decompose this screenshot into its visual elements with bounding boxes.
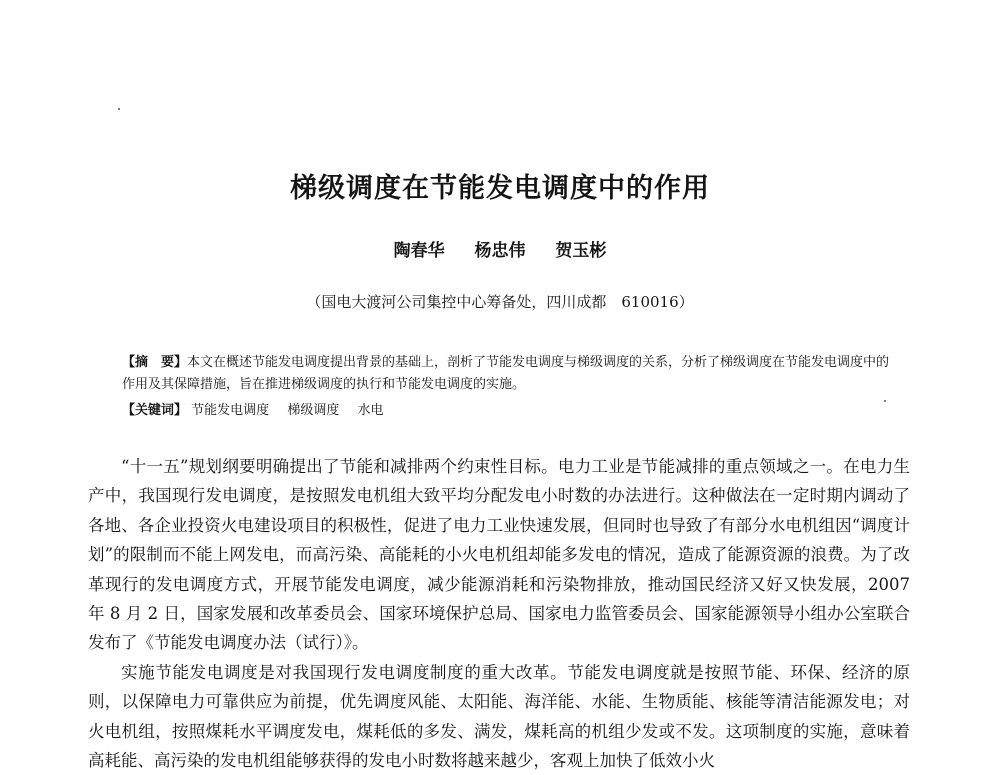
body-paragraph: “十一五”规划纲要明确提出了节能和减排两个约束性目标。电力工业是节能减排的重点领域之一。在电力生产中，我国现行发电调度，是按照发电机组大致平均分配发电小时数的办法进行。这种做法在一定时期内调动了各地、各企业投资火电建设项目的积极性，促进了电力工业快速发展，但同时也导致了有部分水电机组因“调度计划”的限制而不能上网发电，而高污染、高能耗的小火电机组却能多发电的情况，造成了能源资源的浪费。为了改革现行的发电调度方式，开展节能发电调度，减少能源消耗和污染物排放，推动国民经济又好又快发展，2007 年 8 月 2 日，国家发展和改革委员会、国家环境保护总局、国家电力监管委员会、国家能源领导小组办公室联合发布了《节能发电调度办法（试行）》。	[88, 457, 910, 653]
author-name: 陶春华	[393, 241, 445, 261]
body-text	[88, 452, 910, 775]
keyword: 梯级调度	[287, 403, 340, 418]
keyword: 节能发电调度	[191, 403, 270, 418]
paper-title: 梯级调度在节能发电调度中的作用	[290, 173, 710, 204]
author-list	[0, 236, 1000, 261]
keywords	[122, 400, 892, 422]
keyword: 水电	[357, 403, 384, 418]
abstract	[122, 352, 892, 396]
keywords-label: 【关键词】	[122, 403, 188, 418]
abstract-text: 本文在概述节能发电调度提出背景的基础上，剖析了节能发电调度与梯级调度的关系，分析了梯级调度在节能发电调度中的作用及其保障措施，旨在推进梯级调度的执行和节能发电调度的实施。	[122, 355, 890, 392]
author-name: 杨忠伟	[474, 241, 526, 261]
scan-speck	[118, 108, 120, 110]
affiliation: （国电大渡河公司集控中心筹备处，四川成都 610016）	[306, 293, 694, 311]
author-name: 贺玉彬	[555, 241, 607, 261]
body-paragraph: 实施节能发电调度是对我国现行发电调度制度的重大改革。节能发电调度就是按照节能、环保、经济的原则，以保障电力可靠供应为前提，优先调度风能、太阳能、海洋能、水能、生物质能、核能等清洁能源发电；对火电机组，按照煤耗水平调度发电，煤耗低的多发、满发，煤耗高的机组少发或不发。这项制度的实施，意味着高耗能、高污染的发电机组能够获得的发电小时数将越来越少，客观上加快了低效小火	[88, 662, 910, 771]
abstract-label: 【摘 要】	[122, 355, 188, 370]
